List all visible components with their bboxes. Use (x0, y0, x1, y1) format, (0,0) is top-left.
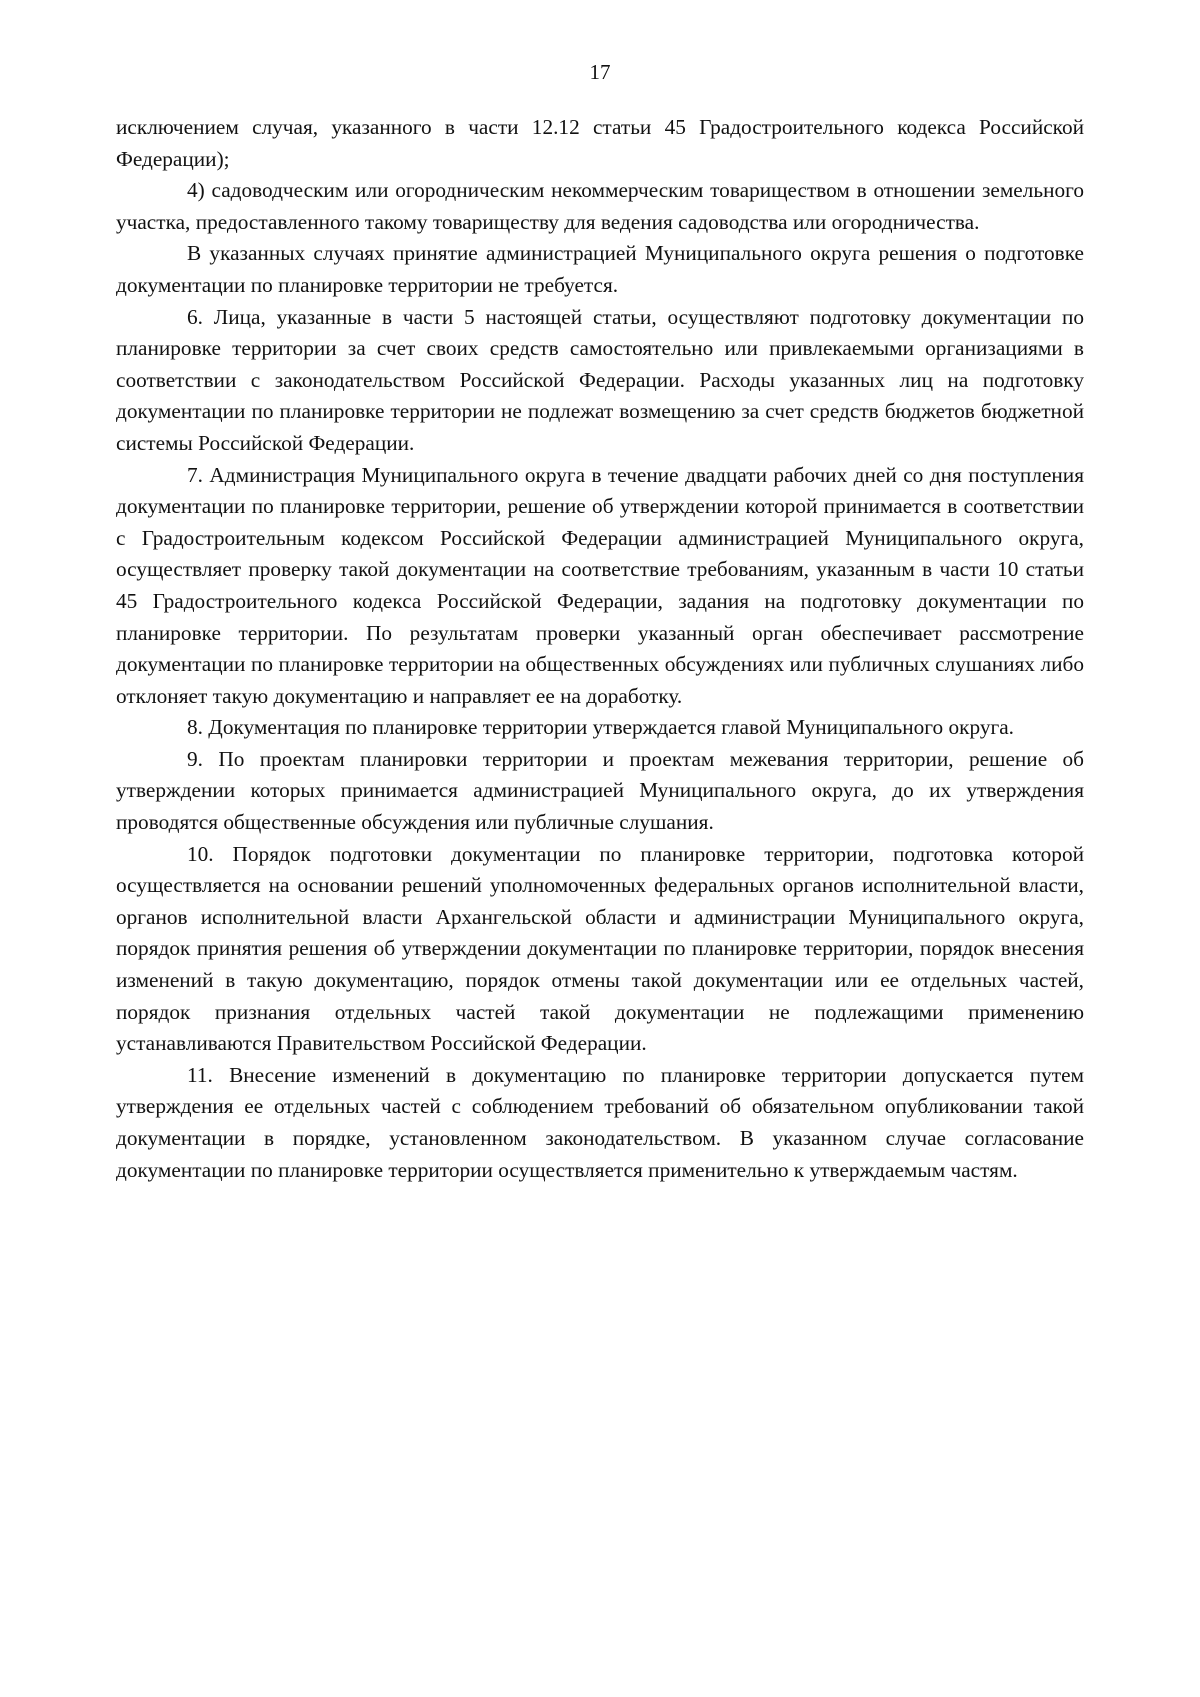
paragraph-continuation: исключением случая, указанного в части 12.12 статьи 45 Градостроительного кодекса Российской Федерации); (116, 115, 1084, 171)
page-number: 17 (589, 60, 611, 84)
paragraph-8: 8. Документация по планировке территории утверждается главой Муниципального округа. (187, 715, 1014, 740)
paragraph-10: 10. Порядок подготовки документации по планировке территории, подготовка которой осуществляется на основании решений уполномоченных федеральных органов исполнительной власти, органов исполнительной власти Архангельской области и администрации Муниципального округа, порядок принятия решения об утверждении документации по планировке территории, порядок внесения изменений в такую документацию, порядок отмены такой документации или ее отдельных частей, порядок признания отдельных частей такой документации не подлежащими применению устанавливаются Правительством Российской Федерации. (116, 841, 1084, 1056)
paragraph-item-4: 4) садоводческим или огородническим некоммерческим товариществом в отношении земельного участка, предоставленного такому товариществу для ведения садоводства или огородничества. (116, 178, 1084, 234)
paragraph-9: 9. По проектам планировки территории и проектам межевания территории, решение об утверждении которых принимается администрацией Муниципального округа, до их утверждения проводятся общественные обсуждения или публичные слушания. (116, 746, 1084, 835)
paragraph-7: 7. Администрация Муниципального округа в течение двадцати рабочих дней со дня поступления документации по планировке территории, решение об утверждении которой принимается в соответствии с Градостроительным кодексом Российской Федерации администрацией Муниципального округа, осуществляет проверку такой документации на соответствие требованиям, указанным в части 10 статьи 45 Градостроительного кодекса Российской Федерации, задания на подготовку документации по планировке территории. По результатам проверки указанный орган обеспечивает рассмотрение документации по планировке территории на общественных обсуждениях или публичных слушаниях либо отклоняет такую документацию и направляет ее на доработку. (116, 462, 1084, 708)
paragraph-11: 11. Внесение изменений в документацию по планировке территории допускается путем утверждения ее отдельных частей с соблюдением требований об обязательном опубликовании такой документации в порядке, установленном законодательством. В указанном случае согласование документации по планировке территории осуществляется применительно к утверждаемым частям. (116, 1062, 1084, 1182)
document-body (116, 112, 1084, 1186)
paragraph-6: 6. Лица, указанные в части 5 настоящей статьи, осуществляют подготовку документации по планировке территории за счет своих средств самостоятельно или привлекаемыми организациями в соответствии с законодательством Российской Федерации. Расходы указанных лиц на подготовку документации по планировке территории не подлежат возмещению за счет средств бюджетов бюджетной системы Российской Федерации. (116, 304, 1084, 455)
paragraph-no-decision-required: В указанных случаях принятие администрацией Муниципального округа решения о подготовке документации по планировке территории не требуется. (116, 241, 1084, 297)
